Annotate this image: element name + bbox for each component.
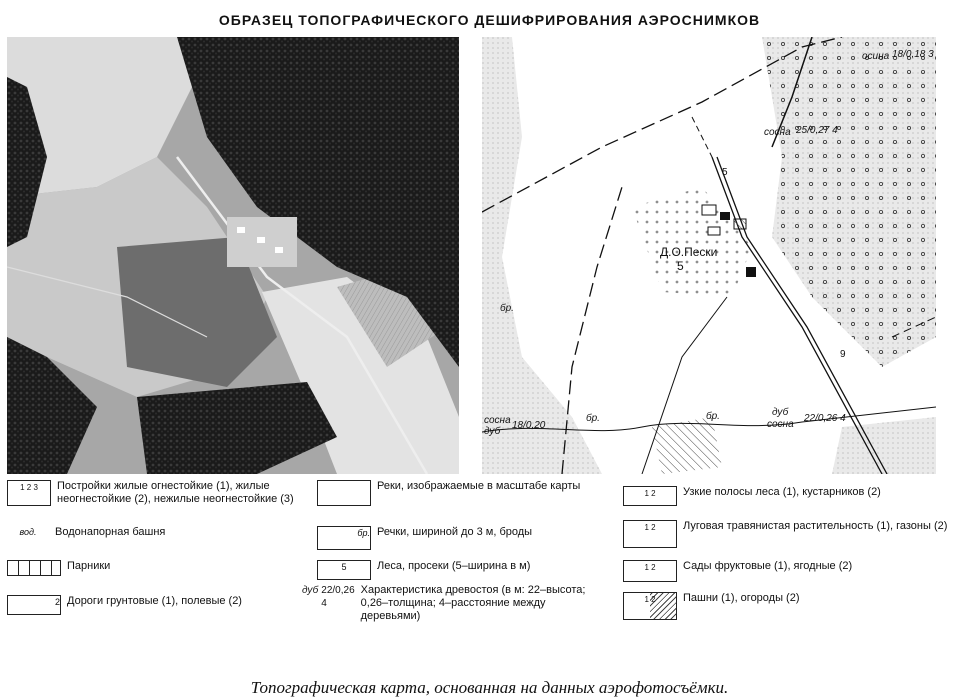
legend-text-water-tower: Водонапорная башня: [55, 526, 166, 538]
legend-text-tree-characteristics: Характеристика древостоя (в м: 22–высота; 0,26–толщина; 4–расстояние между деревьями): [360, 584, 586, 622]
water-tower-icon: вод.: [7, 526, 49, 540]
legend-item-tree-characteristics: [302, 584, 602, 623]
river-icon: [317, 480, 371, 506]
legend-text-streams: Речки, шириной до 3 м, броды: [377, 526, 533, 538]
legend-text-buildings: Постройки жилые огнестойкие (1), жилые неогнестойкие (2), нежилые неогнестойкие (3): [57, 480, 294, 505]
figure-title: ОБРАЗЕЦ ТОПОГРАФИЧЕСКОГО ДЕШИФРИРОВАНИЯ АЭРОСНИМКОВ: [218, 12, 761, 28]
map-label-clearing-width: 5: [722, 167, 728, 178]
stream-icon: бр.: [317, 526, 371, 550]
legend-item-rivers: [317, 480, 607, 506]
map-label-osina-value: 18/0,18 3: [892, 49, 934, 60]
map-label-dub-2-value: 22/0,26 4: [804, 413, 846, 424]
aerial-photograph: [7, 37, 459, 474]
legend-item-greenhouses: [7, 560, 307, 576]
topographic-map: [482, 37, 936, 474]
legend-item-fields: [623, 592, 953, 620]
oak-tree-icon: дуб: [302, 585, 319, 596]
legend-item-streams: [317, 526, 607, 550]
map-label-dub-1-value: 18/0,20: [512, 420, 546, 431]
legend-item-buildings: [7, 480, 307, 506]
map-label-sosna-1: сосна: [764, 127, 791, 138]
buildings-symbol: 1 2 3: [7, 480, 51, 506]
map-label-ford-2: бр.: [586, 413, 600, 424]
aerial-photo-image: [7, 37, 459, 474]
figure-caption: Топографическая карта, основанная на данных аэрофотосъёмки.: [250, 678, 729, 697]
greenhouse-icon: [7, 560, 61, 576]
gardens-symbol: 1 2: [623, 560, 677, 582]
map-label-dub-1: дуб: [484, 426, 501, 437]
legend-item-water-tower: [7, 526, 307, 540]
forest-strips-symbol: 1 2: [623, 486, 677, 506]
roads-symbol: 2: [7, 595, 61, 615]
map-label-sosna-1-value: 25/0,27 4: [796, 125, 838, 136]
map-label-osina: осина: [862, 51, 890, 62]
map-label-village: Д.О.Пески: [660, 245, 718, 259]
legend-text-roads: Дороги грунтовые (1), полевые (2): [67, 595, 242, 607]
legend-text-meadow: Луговая травянистая растительность (1), газоны (2): [683, 520, 948, 532]
legend-text-gardens: Сады фруктовые (1), ягодные (2): [683, 560, 853, 572]
map-label-ford-1: бр.: [500, 303, 514, 314]
meadow-symbol: 1 2: [623, 520, 677, 548]
map-label-village-num: 5: [677, 259, 684, 273]
map-label-sosna-3: сосна: [767, 419, 794, 430]
legend-text-rivers: Реки, изображаемые в масштабе карты: [377, 480, 581, 492]
map-legend: [7, 476, 957, 626]
legend-text-forest: Леса, просеки (5–ширина в м): [377, 560, 531, 572]
legend-item-forest: [317, 560, 607, 580]
map-label-road-num: 9: [840, 349, 846, 360]
fields-symbol: 1 2: [623, 592, 677, 620]
legend-item-roads: [7, 595, 307, 615]
map-label-dub-2: дуб: [772, 407, 789, 418]
legend-text-fields: Пашни (1), огороды (2): [683, 592, 800, 604]
map-label-sosna-2: сосна: [484, 415, 511, 426]
forest-clearing-icon: 5: [317, 560, 371, 580]
legend-item-forest-strips: [623, 486, 953, 506]
legend-text-greenhouses: Парники: [67, 560, 111, 572]
legend-item-meadow: [623, 520, 953, 548]
map-label-ford-3: бр.: [706, 411, 720, 422]
tree-values: 22/0,26 4: [321, 585, 355, 609]
legend-item-gardens: [623, 560, 953, 582]
legend-text-forest-strips: Узкие полосы леса (1), кустарников (2): [683, 486, 881, 498]
